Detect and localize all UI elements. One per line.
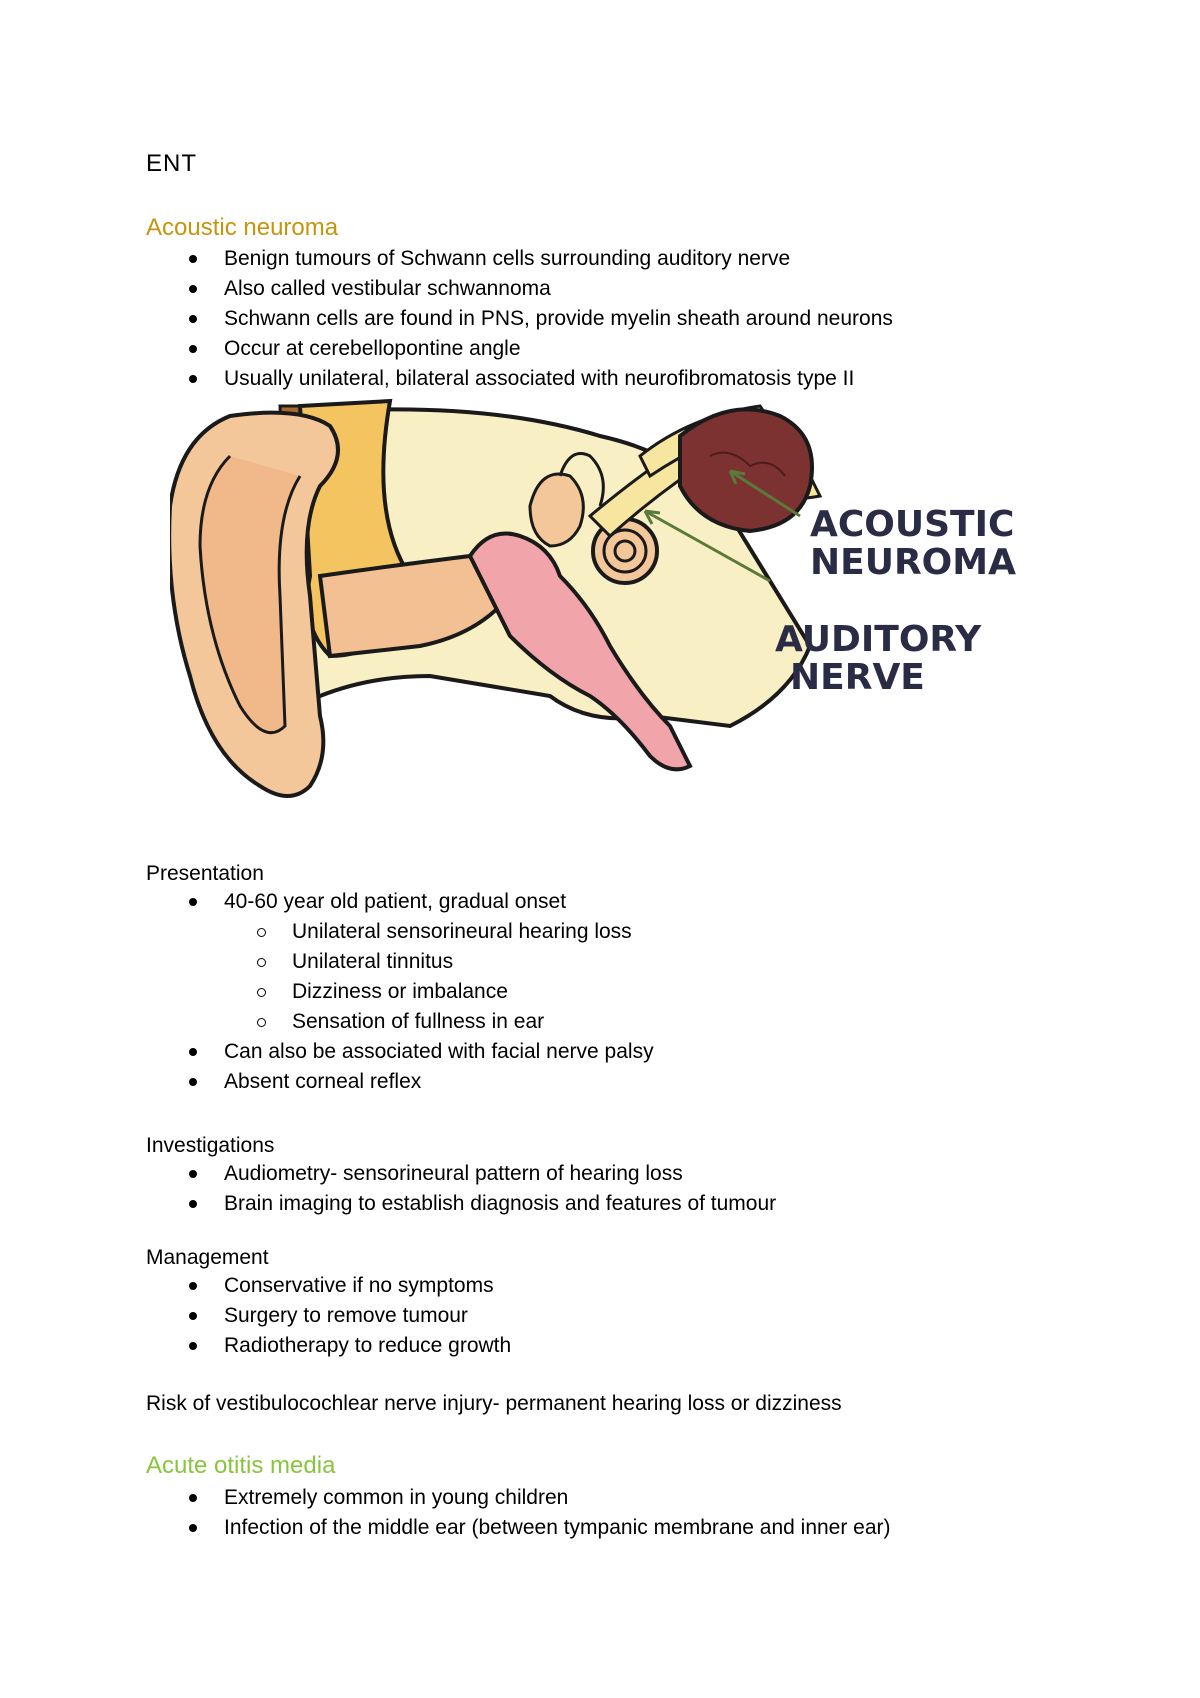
list-item: Brain imaging to establish diagnosis and features of tumour [0, 1189, 776, 1219]
list-item: Benign tumours of Schwann cells surrounding auditory nerve [0, 244, 893, 274]
list-item: Occur at cerebellopontine angle [0, 334, 893, 364]
list-item: Radiotherapy to reduce growth [0, 1331, 511, 1361]
otitis-bullets [0, 1483, 891, 1543]
list-item: Infection of the middle ear (between tympanic membrane and inner ear) [0, 1513, 891, 1543]
sub-list-item: Unilateral tinnitus [0, 947, 654, 977]
subheading-presentation: Presentation [146, 862, 264, 885]
label-neuroma: NEUROMA [810, 542, 1016, 583]
list-item: Conservative if no symptoms [0, 1271, 511, 1301]
list-item: Usually unilateral, bilateral associated with neurofibromatosis type II [0, 364, 893, 394]
label-auditory: AUDITORY [775, 619, 982, 660]
sub-list-item: Sensation of fullness in ear [0, 1007, 654, 1037]
list-item: Extremely common in young children [0, 1483, 891, 1513]
label-nerve: NERVE [790, 657, 925, 698]
presentation-bullets [0, 887, 654, 1097]
list-item: 40-60 year old patient, gradual onset [0, 887, 654, 917]
risk-note: Risk of vestibulocochlear nerve injury- permanent hearing loss or dizziness [146, 1392, 842, 1415]
section-heading-acute-otitis-media: Acute otitis media [146, 1452, 336, 1479]
list-item: Surgery to remove tumour [0, 1301, 511, 1331]
list-item: Schwann cells are found in PNS, provide myelin sheath around neurons [0, 304, 893, 334]
list-item: Audiometry- sensorineural pattern of hearing loss [0, 1159, 776, 1189]
subheading-management: Management [146, 1246, 269, 1269]
sub-list-item: Dizziness or imbalance [0, 977, 654, 1007]
list-item: Also called vestibular schwannoma [0, 274, 893, 304]
list-item: Can also be associated with facial nerve palsy [0, 1037, 654, 1067]
ear-anatomy-diagram [170, 396, 1070, 846]
ossicles [530, 474, 583, 546]
sub-list-item: Unilateral sensorineural hearing loss [0, 917, 654, 947]
subheading-investigations: Investigations [146, 1134, 275, 1157]
page-title: ENT [146, 150, 197, 177]
section-heading-acoustic-neuroma: Acoustic neuroma [146, 214, 339, 241]
acoustic-neuroma-bullets [0, 244, 893, 394]
investigations-bullets [0, 1159, 776, 1219]
management-bullets [0, 1271, 511, 1361]
label-acoustic: ACOUSTIC [810, 504, 1015, 545]
list-item: Absent corneal reflex [0, 1067, 654, 1097]
